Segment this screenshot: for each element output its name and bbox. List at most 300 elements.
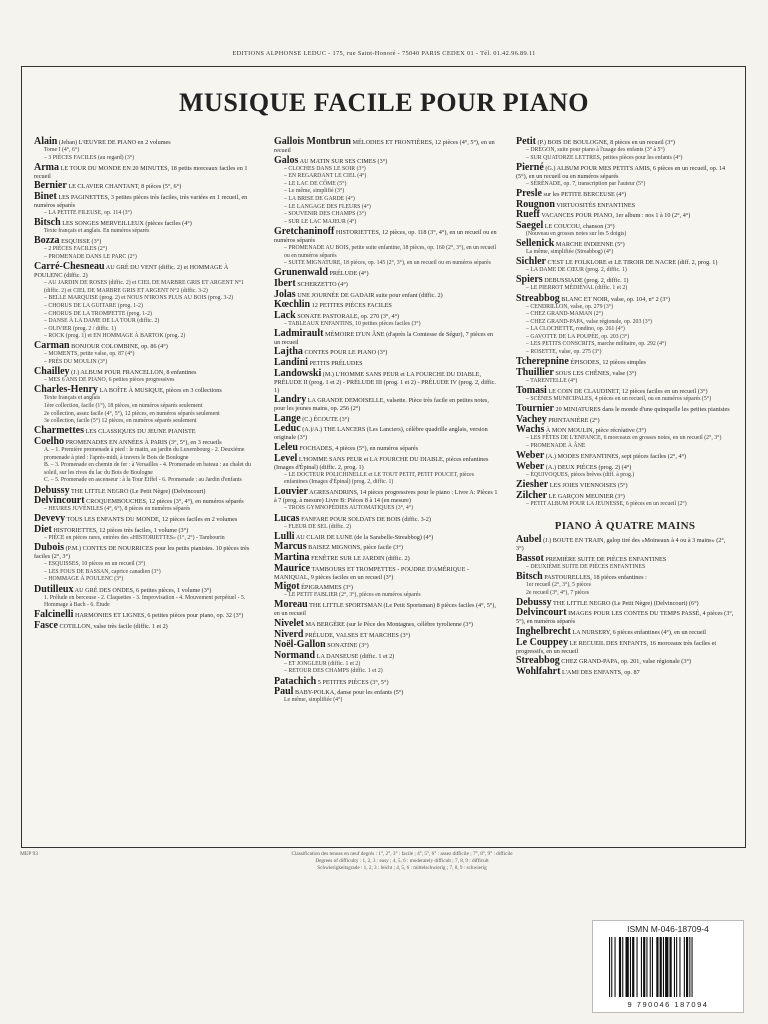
entry-heading: [274, 617, 498, 629]
composer-name: Carman: [34, 340, 70, 352]
composer-name: Zilcher: [516, 489, 548, 501]
composer-name: Saegel: [516, 219, 544, 231]
entry-heading: [34, 497, 258, 506]
entry-heading: [34, 161, 258, 181]
sub-entry: – SOUVENIR DES CHAMPS (3°): [284, 211, 366, 218]
catalog-entry: [516, 478, 734, 490]
catalog-entry: [274, 688, 498, 705]
barcode-bar: [650, 937, 651, 997]
composer-name: Rueff: [516, 209, 540, 221]
entry-heading: [274, 301, 498, 310]
entry-heading: [34, 611, 258, 620]
work-title: AU GRÉ DU VENT (diffic. 2) et HOMMAGE À POULENC (diffic. 2): [34, 264, 229, 280]
sub-entry: – LE PIERROT MÉDIÉVAL (diffic. 1 et 2): [526, 285, 628, 292]
reference-code: MEP 93: [20, 851, 38, 857]
sub-entry: – DRÉGON, suite pour piano à l'usage des enfants (3° à 5°): [526, 147, 665, 153]
barcode-bar: [632, 937, 634, 997]
entry-heading: [274, 530, 498, 542]
sub-entry: – CHORUS DE LA GUITARE (prog. 1-2): [44, 302, 143, 309]
composer-name: Bernier: [34, 180, 67, 192]
sub-entry: – 3 PIÈCES FACILES (au regard) (3°): [44, 154, 135, 161]
catalog-entry: [34, 368, 258, 385]
catalog-entry: [516, 138, 734, 162]
composer-name: Binet: [34, 190, 57, 202]
catalog-entry: [34, 190, 258, 218]
composer-name: Landowski: [274, 367, 322, 379]
composer-name: Marcus: [274, 541, 307, 553]
four-hands-heading: PIANO À QUATRE MAINS: [554, 520, 696, 533]
catalog-entry: [274, 488, 498, 513]
catalog-entry: [274, 512, 498, 532]
composer-name: Ladmirault: [274, 327, 324, 339]
sub-entry: – HOMMAGE À POULENC (3°): [44, 576, 124, 583]
sub-entry: – DEUXIÈME SUITE DE PIÈCES ENFANTINES: [526, 563, 646, 570]
composer-name: Charmettes: [34, 425, 84, 437]
entry-heading: [516, 219, 734, 231]
composer-name: Louvier: [274, 486, 308, 498]
composer-name: Lucas: [274, 512, 300, 524]
catalog-entry: [516, 292, 734, 357]
entry-heading: [34, 583, 258, 595]
barcode-bar: [656, 937, 658, 997]
catalog-entry: [516, 258, 734, 275]
catalog-entry: [516, 198, 734, 210]
composer-name: Le Couppey: [516, 636, 568, 648]
barcode-bar: [609, 937, 610, 997]
difficulty-classification: [252, 851, 552, 872]
work-title: (M.) L'HOMME SANS PEUR et LA FOURCHE DU DIABLE, PRÉLUDE II (prog. 1 et 2) - PRÉLUDE III (prog. 1 et 2) - PRÉLUDE IV (prog. 2, diffic. 1): [274, 370, 496, 394]
work-title: AU MATIN SUR SES CIMES (3°): [299, 157, 388, 165]
barcode-bar: [676, 937, 677, 997]
entry-heading: [274, 452, 498, 472]
work-title: LES PAGINETTES, 3 petites pièces très faciles, très variées en 1 recueil, en numéros séparés: [34, 193, 248, 209]
sub-entry: 3e collection, facile (5°) 12 pièces, en numéros séparés seulement: [44, 418, 197, 425]
catalog-entry: [516, 636, 734, 656]
catalog-entry: [516, 609, 734, 626]
composer-name: Ziesher: [516, 478, 549, 490]
composer-name: Grunenwald: [274, 267, 328, 279]
work-title: (C.) ÉCOUTE (3°): [302, 415, 350, 423]
catalog-entry: [34, 342, 258, 366]
work-title: (A.) MODES ENFANTINES, sept pièces faciles (2°, 4°): [545, 453, 687, 461]
sub-entry: – EN REGARDANT LE CIEL (4°): [284, 173, 367, 180]
barcode-bar: [619, 937, 621, 997]
sub-entry: – SÉRÉNADE, op. 7, transcription par l'auteur (5°): [526, 180, 646, 187]
catalog-entry: [516, 460, 734, 480]
composer-name: Tomasi: [516, 385, 547, 397]
composer-name: Presle: [516, 187, 542, 199]
catalog-entry: [34, 523, 258, 543]
catalog-entry: [516, 570, 734, 597]
sub-entry: – HEURES JUVÉNILES (4°, 6°), 8 pièces en numéros séparés: [44, 506, 191, 513]
composer-name: Fasce: [34, 619, 58, 631]
entry-heading: [274, 583, 498, 592]
work-title: BABY-POLKA, danse pour les enfants (5°): [295, 689, 404, 697]
entry-heading: [516, 489, 734, 501]
sub-entry: – TROIS GYMNOPÉDIES AUTOMATIQUES (3°, 4°): [284, 505, 414, 512]
catalog-entry: [34, 263, 258, 341]
catalog-entry: [34, 515, 258, 524]
entry-heading: [274, 512, 498, 524]
sub-entry: – LE PETIT FABLIER (2°, 3°), pièces en numéros séparés: [284, 592, 421, 599]
sub-entry: 1er recueil (2°, 3°), 5 pièces: [526, 581, 591, 588]
composer-name: Delvincourt: [516, 607, 567, 619]
catalog-column-2: [274, 138, 498, 706]
composer-name: Paul: [274, 686, 294, 698]
work-title: LE TOUR DU MONDE EN 20 MINUTES, 18 petits morceaux faciles en 1 recueil: [34, 164, 248, 180]
catalog-entry: [516, 489, 734, 509]
entry-heading: [34, 182, 258, 191]
ismn-number: ISMN M-046-18709-4: [627, 924, 709, 934]
catalog-entry: [34, 583, 258, 610]
barcode-bar: [622, 937, 623, 997]
composer-name: Gretchaninoff: [274, 225, 335, 237]
sub-entry: – TABLEAUX ENFANTINS, 10 petites pièces faciles (3°): [284, 320, 421, 327]
composer-name: Lulli: [274, 530, 295, 542]
catalog-entry: [34, 611, 258, 620]
work-title: CONTES POUR LE PIANO (3°): [304, 349, 388, 357]
composer-name: Rougnon: [516, 198, 555, 210]
sub-entry: La même, simplifiée (Streabbog) (4°): [526, 248, 614, 255]
entry-heading: [516, 237, 734, 249]
work-title: LE RECUEIL DES ENFANTS, 16 morceaux très faciles et progressifs, en un recueil: [516, 639, 717, 655]
sub-entry: – LA DAME DE CŒUR (prog. 2, diffic. 1): [526, 267, 627, 274]
entry-heading: [34, 438, 258, 447]
composer-name: Migot: [274, 581, 300, 593]
composer-name: Coelho: [34, 436, 64, 447]
entry-heading: [274, 444, 498, 453]
composer-name: Lajtha: [274, 346, 303, 358]
classification-line: Schwierigkeitsgrade : 1, 2, 3 : leicht ; 4, 5, 6 : mittelschwierig ; 7, 8, 9 : schwierig: [317, 865, 487, 871]
composer-name: Bitsch: [516, 570, 543, 582]
barcode-bar: [686, 937, 688, 997]
composer-name: Landini: [274, 357, 308, 369]
composer-name: Bassot: [516, 552, 544, 564]
work-title: AU CLAIR DE LUNE (de la Sarabelle-Streabbog) (4°): [295, 533, 434, 541]
work-title: ESQUISSE (3°): [61, 238, 102, 246]
work-title: AU GRÉ DES ONDES, 6 petites pièces, 1 volume (3°): [74, 586, 212, 594]
composer-name: Devevy: [34, 513, 66, 525]
composer-name: Jolas: [274, 288, 296, 300]
composer-name: Niverd: [274, 628, 304, 640]
barcode-bar: [643, 937, 645, 997]
barcode-bar: [630, 937, 631, 997]
sub-entry: – ET JONGLEUR (diffic. 1 et 2): [284, 660, 361, 667]
sub-entry: – TARENTELLE (4°): [526, 377, 578, 384]
composer-name: Debussy: [34, 484, 70, 496]
entry-heading: [274, 396, 498, 413]
composer-name: Sellenick: [516, 237, 555, 249]
catalog-entry: [516, 219, 734, 239]
entry-heading: [516, 292, 734, 304]
work-title: (G.) ALBUM POUR MES PETITS AMIS, 6 pièces en un recueil, op. 14 (5°), en un recueil ou en numéros séparés: [516, 164, 726, 180]
work-title: VIRTUOSITÉS ENFANTINES: [556, 201, 636, 209]
work-title: PETITS PRÉLUDES: [309, 360, 363, 368]
work-title: UNE JOURNÉE DE GADAIR suite pour enfant (diffic. 2): [297, 291, 443, 299]
sub-entry: 2e recueil (3°, 4°), 7 pièces: [526, 589, 590, 596]
page-title: MUSIQUE FACILE POUR PIANO: [179, 88, 589, 117]
sub-entry: 1ère collection, facile (1°), 18 pièces, en numéros séparés seulement: [44, 403, 203, 410]
work-title: CROQUEMBOUCHES, 12 pièces (3°, 4°), en numéros séparés: [86, 498, 244, 506]
composer-name: Gallois Montbrun: [274, 136, 351, 147]
work-title: IMAGES POUR LES CONTES DU TEMPS PASSÉ, 4 pièces (3°, 5°), en numéros séparés: [516, 610, 734, 626]
composer-name: Nivelet: [274, 617, 304, 629]
work-title: THE LITTLE NEGRO (Le Petit Nègre) (Delvincourt): [71, 487, 206, 495]
catalog-entry: [516, 161, 734, 189]
composer-name: Bitsch: [34, 217, 61, 229]
catalog-entry: [34, 182, 258, 191]
barcode-bar: [663, 937, 664, 997]
work-title: SONATE PASTORALE, op. 270 (3°, 4°): [297, 312, 400, 320]
barcode-bar: [637, 937, 638, 997]
catalog-entry: [516, 552, 734, 572]
barcode-digits: 9 790046 187094: [627, 1000, 709, 1009]
composer-name: Noël-Gallon: [274, 639, 326, 651]
barcode-bar: [641, 937, 642, 997]
work-title: HISTORIETTES, 12 pièces, op. 118 (3°, 4°), en un recueil ou en numéros séparés: [274, 228, 497, 244]
sub-entry: – LA BRISE DE GARDE (4°): [284, 195, 355, 202]
work-title: LE GARÇON MEUNIER (3°): [548, 492, 625, 500]
work-title: COTILLON, valse très facile (diffic. 1 et 2): [59, 622, 168, 630]
barcode-bar: [679, 937, 680, 997]
catalog-column-1: [34, 138, 258, 632]
sub-entry: – ESQUISSES, 10 pièces en un recueil (3°): [44, 561, 146, 568]
composer-name: Leduc: [274, 423, 301, 435]
barcode-bar: [684, 937, 685, 997]
entry-heading: [34, 190, 258, 210]
barcode-bar: [660, 937, 662, 997]
composer-name: Ibert: [274, 277, 296, 289]
entry-heading: [516, 452, 734, 461]
composer-name: Diet: [34, 523, 52, 535]
catalog-entry: [34, 544, 258, 584]
sub-entry: – PRÈS DU MOULIN (3°): [44, 359, 108, 366]
sub-entry: Le même, simplifiée (4°): [284, 697, 343, 704]
composer-name: Pierné: [516, 161, 544, 173]
entry-heading: [274, 309, 498, 321]
work-title: (J.) ALBUM POUR FRANCELLON, 8 enfantines: [71, 369, 197, 377]
composer-name: Normand: [274, 649, 316, 661]
work-title: TOUS LES ENFANTS DU MONDE, 12 pièces faciles en 2 volumes: [66, 516, 238, 524]
sub-entry: Tome I (4°, 6°): [44, 147, 80, 153]
work-title: MARCHE INDIENNE (5°): [555, 240, 625, 248]
sub-entry: – FLEUR DE SEL (diffic. 2): [284, 523, 351, 530]
work-title: (P.) BOIS DE BOULOGNE, 8 pièces en un recueil (3°): [537, 139, 675, 146]
work-title: PREMIÈRE SUITE DE PIÈCES ENFANTINES: [545, 555, 667, 563]
sub-entry: – LES FOUS DE BASSAN, caprice canadien (3°): [44, 568, 161, 575]
catalog-entry: [274, 617, 498, 629]
composer-name: Lange: [274, 412, 301, 424]
composer-name: Spiers: [516, 274, 543, 286]
barcode-bar: [615, 937, 616, 997]
work-title: THE LITTLE NEGRO (Le Petit Nègre) (Delvincourt) (6°): [553, 599, 699, 607]
sub-entry: – SUR QUATORZE LETTRES, petites pièces pour les enfants (4°): [526, 154, 683, 161]
composer-name: Thuillier: [516, 366, 554, 378]
sub-entry: – RETOUR DES CHAMPS (diffic. 1 et 2): [284, 668, 383, 675]
sub-entry: Texte français et anglais. En numéros séparés: [44, 228, 150, 235]
sub-entry: – LES FÊTES DE L'ENFANCE, 6 morceaux en grosses notes, en un recueil (2°, 3°): [526, 435, 722, 442]
work-title: 5 PETITES PIÈCES (3°, 5°): [317, 678, 389, 686]
entry-heading: [516, 405, 734, 414]
catalog-entry: [34, 438, 258, 485]
work-title: TAMBOURS ET TROMPETTES - POUDRE D'AMÉRIQUE - MANIQUAL, 9 pièces faciles en un recueil (3°): [274, 565, 470, 581]
sub-entry: – ÉQUIVOQUES, pièces brèves (diff. à prog.): [526, 471, 635, 478]
composer-name: Kœchlin: [274, 299, 311, 311]
work-title: SCHERZETTO (4°): [297, 280, 348, 288]
work-title: C'EST LE FOLKLORE et LE TIROIR DE NACRE (diff. 2, prog. 1): [547, 259, 718, 267]
work-title: PASTOURELLES, 18 pièces enfantines :: [544, 573, 647, 581]
composer-name: Dubois: [34, 542, 65, 554]
composer-name: Weber: [516, 450, 545, 462]
catalog-entry: [516, 276, 734, 293]
composer-name: Carré-Chesneau: [34, 261, 105, 273]
composer-name: Wohlfahrt: [516, 665, 561, 677]
entry-heading: [274, 601, 498, 618]
sub-entry: – CHEZ GRAND-MAMAN (2°): [526, 311, 603, 318]
entry-heading: [516, 138, 734, 147]
sub-entry: Texte français et anglais: [44, 395, 101, 402]
entry-heading: [516, 413, 734, 425]
work-title: ÉPISODES, 12 pièces simples: [570, 359, 646, 367]
catalog-entry: [34, 219, 258, 236]
catalog-entry: [274, 562, 498, 582]
work-title: FOCHADES, 4 pièces (5°), en numéros séparés: [299, 445, 419, 453]
catalog-entry: [34, 138, 258, 162]
publisher-line: EDITIONS ALPHONSE LEDUC - 175, rue Saint-Honoré - 75040 PARIS CEDEX 01 - Tél. 01.42.96.89.11: [232, 50, 536, 57]
work-title: SONATINE (3°): [327, 642, 369, 650]
sub-entry: – ROCK (prog. 1) et EN HOMMAGE À BARTOK (prog. 2): [44, 333, 186, 340]
work-title: FENÊTRE SUR LE JARDIN (diffic. 2): [311, 554, 410, 562]
composer-name: Arma: [34, 161, 59, 173]
classification-line: Degrees of difficulty : 1, 2, 3 : easy ; 4, 5, 6 : moderately difficult ; 7, 8, 9 : difficult: [315, 858, 489, 864]
entry-heading: [516, 665, 734, 677]
catalog-column-3: [516, 138, 734, 678]
entry-heading: [516, 478, 734, 490]
catalog-entry: [274, 277, 498, 289]
work-title: THE LITTLE SPORTSMAN (Le Petit Sportsman) 8 pièces faciles (4°, 5°), en un recueil: [274, 602, 496, 618]
composer-name: Weber: [516, 460, 545, 472]
work-title: PRÉLUDE (4°): [329, 270, 369, 278]
sub-entry: – MES 6 ANS DE PIANO, 6 petites pièces progressives: [44, 377, 175, 384]
work-title: BLANC ET NOIR, valse, op. 104, n° 2 (3°): [561, 295, 670, 303]
composer-name: Galos: [274, 154, 299, 166]
work-title: LE CLAVIER CHANTANT, 8 pièces (5°, 6°): [68, 183, 182, 191]
entry-heading: [34, 263, 258, 280]
catalog-entry: [516, 426, 734, 450]
catalog-entry: [274, 225, 498, 268]
composer-name: Chailley: [34, 366, 70, 378]
work-title: BAISEZ MIGNONS, pièce facile (3°): [308, 544, 403, 552]
work-title: À MON MOULIN, pièce récréative (3°): [545, 427, 646, 435]
catalog-entry: [34, 497, 258, 514]
sub-entry: – GAVOTTE DE LA POUPÉE, op. 203 (3°): [526, 333, 630, 340]
sub-entry: – 2 PIÈCES FACILES (2°): [44, 246, 108, 253]
composer-name: Vachey: [516, 413, 547, 425]
catalog-entry: [274, 452, 498, 487]
composer-name: Wachs: [516, 424, 545, 436]
catalog-entry: [274, 301, 498, 310]
work-title: AGRESANDRINS, 14 pièces progressives pour le piano : Livre A: Pièces 1 à 7 (prog. à mesure) Livre B: Pièces 8 à 14 (en mesure): [274, 489, 498, 505]
barcode-bar: [652, 937, 653, 997]
work-title: CHEZ GRAND-PAPA, op. 201, valse régionale (3°): [561, 658, 691, 666]
catalog-entry: [34, 161, 258, 181]
work-title: VACANCES POUR PIANO, 1er album : nos 1 à 10 (2°, 4°): [541, 212, 691, 220]
work-title: (P.M.) CONTES DE NOURRICES pour les petits pianistes. 10 pièces très faciles (2°, 3°): [34, 545, 250, 561]
catalog-entry: [274, 412, 498, 424]
entry-heading: [274, 425, 498, 442]
work-title: LA DANSEUSE (diffic. 1 et 2): [316, 652, 395, 660]
catalog-entry: [34, 386, 258, 425]
sub-entry: – Le même, simplifié (3°): [284, 188, 345, 195]
composer-name: Level: [274, 452, 298, 464]
sub-entry: A. – 1. Première promenade à pied : le matin, au jardin du Luxembourg - 2. Deuxième promenade à pied : l'après-midi, à travers le Bois de Boulogne: [44, 447, 245, 461]
entry-heading: [34, 138, 258, 147]
work-title: LES JOIES VIENNOISES (5°): [549, 481, 628, 489]
composer-name: Streabbog: [516, 655, 560, 667]
entry-heading: [34, 427, 258, 436]
catalog-entry: [34, 619, 258, 631]
entry-heading: [274, 675, 498, 687]
entry-heading: [274, 138, 498, 155]
entry-heading: [516, 366, 734, 378]
catalog-entry: [274, 601, 498, 618]
sub-entry: – CENDRILLON, valse, op. 279 (3°): [526, 303, 614, 310]
catalog-entry: [516, 536, 734, 553]
catalog-entry: [516, 665, 734, 677]
entry-heading: [516, 536, 734, 553]
catalog-entry: [274, 138, 498, 155]
column-3-entries: [516, 138, 734, 508]
barcode-bar: [674, 937, 675, 997]
catalog-entry: [516, 387, 734, 404]
work-title: LA GRANDE DEMOISELLE, valsette. Pièce très facile en petites notes, pour les jeunes mains, op. 256 (2°): [274, 397, 489, 413]
work-title: ÉPIGRAMMES (3°): [301, 584, 353, 592]
entry-heading: [274, 269, 498, 278]
entry-heading: [516, 387, 734, 396]
sub-entry: – LA CLOCHETTE, rondino, op. 261 (4°): [526, 326, 625, 333]
four-hands-entries: [516, 536, 734, 677]
work-title: PRINTANIÈRE (2°): [548, 416, 600, 424]
work-title: HARMONIES ET LIGNES, 6 petites pièces pour piano, op. 32 (3°): [75, 612, 244, 620]
entry-heading: [516, 570, 734, 582]
composer-name: Martina: [274, 551, 310, 563]
work-title: sur les PETITE BERCEUSE (4°): [543, 190, 627, 198]
barcode-bar: [611, 937, 612, 997]
barcode-bar: [692, 937, 693, 997]
composer-name: Dutilleux: [34, 583, 74, 595]
catalog-entry: [34, 237, 258, 261]
classification-line: Classification des tenues en neuf degrés : 1°, 2°, 3° : facile ; 4°, 5°, 6° : assez difficile ; 7°, 8°, 9° : difficile: [291, 851, 513, 857]
catalog-entry: [274, 309, 498, 329]
catalog-entry: [516, 405, 734, 414]
entry-heading: [34, 219, 258, 228]
catalog-entry: [274, 675, 498, 687]
work-title: MÉLODIES ET FRONTIÈRES, 12 pièces (4°, 5°), en un recueil: [274, 139, 495, 154]
composer-name: Tournier: [516, 403, 554, 415]
entry-heading: [516, 636, 734, 656]
catalog-entry: [274, 444, 498, 453]
sub-entry: – CLOCHES DANS LE SOIR (3°): [284, 165, 366, 172]
work-title: L'AMI DES ENFANTS, op. 87: [562, 668, 640, 676]
entry-heading: [516, 211, 734, 220]
work-title: 20 MINIATURES dans le monde d'une quinquelle les petites pianistes: [555, 406, 730, 414]
sub-entry: – LE DOCTEUR POLICHINELLE et LE TOUT PETIT, PETIT POUCET, pièces enfantines (Images d'Épinal) (prog. 2, diffic. 1): [284, 471, 474, 486]
entry-heading: [516, 258, 734, 267]
sub-entry: – CHEZ GRAND-PAPA, valse régionale, op. 203 (3°): [526, 318, 652, 325]
catalog-entry: [516, 366, 734, 386]
barcode-bar: [670, 937, 672, 997]
composer-name: Maurice: [274, 562, 311, 574]
